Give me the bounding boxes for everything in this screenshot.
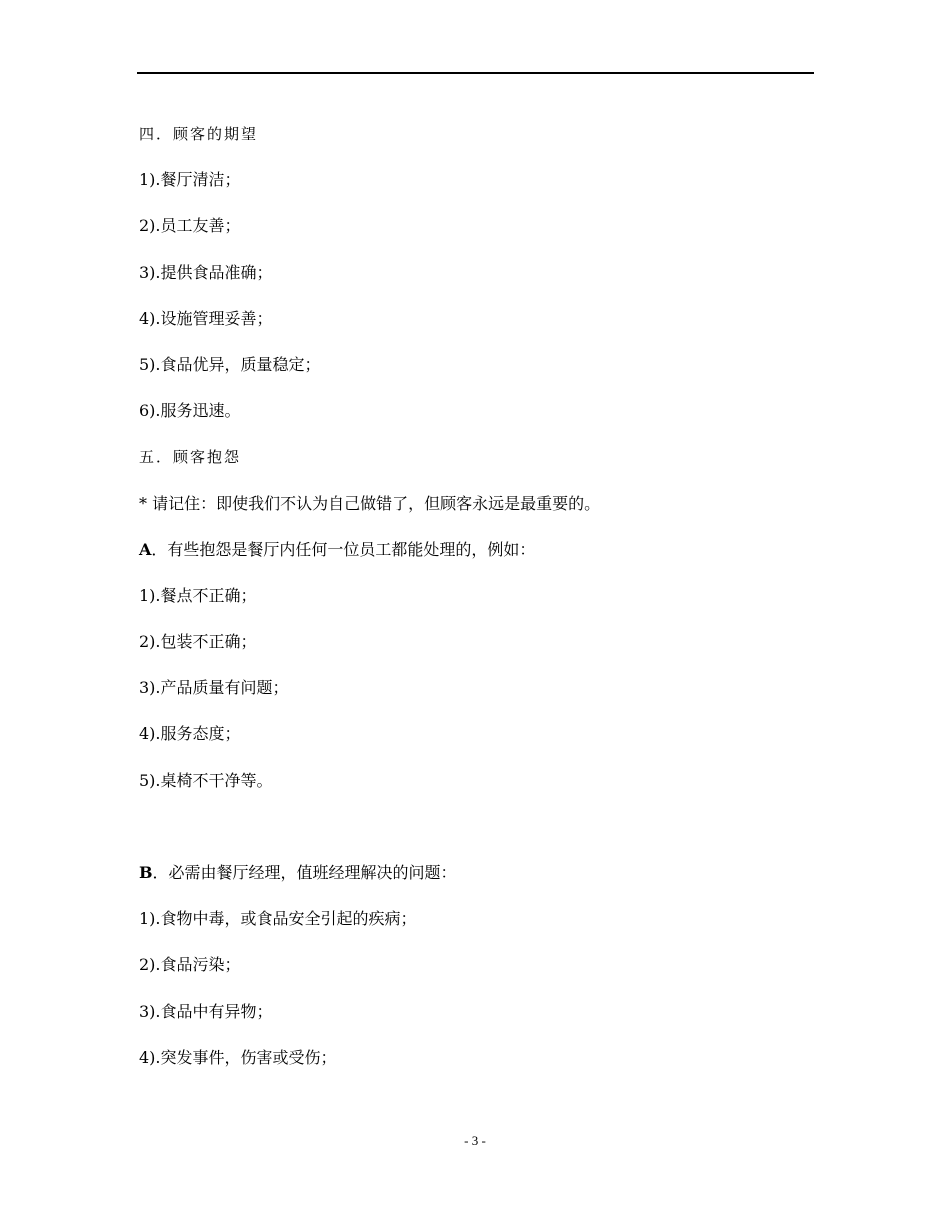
- list-item: 4).服务态度；: [139, 724, 241, 744]
- list-item: 1).餐厅清洁；: [139, 170, 241, 190]
- subsection-a-heading: [139, 536, 819, 582]
- reminder-note: * 请记住：即使我们不认为自己做错了，但顾客永远是最重要的。: [139, 493, 601, 513]
- list-item: 4).设施管理妥善；: [139, 308, 273, 328]
- list-item: 5).桌椅不干净等。: [139, 770, 273, 790]
- list-item: 6).服务迅速。: [139, 401, 241, 421]
- subsection-b-heading: [139, 859, 819, 905]
- subsection-b-label: B: [139, 863, 153, 882]
- list-item: 3).食品中有异物；: [139, 1001, 273, 1021]
- list-item: 5).食品优异，质量稳定；: [139, 354, 321, 374]
- list-item: 2).包装不正确；: [139, 632, 257, 652]
- document-body: [139, 120, 819, 1090]
- list-item: 3).提供食品准确；: [139, 262, 273, 282]
- list-item: 2).食品污染；: [139, 955, 241, 975]
- header-rule: [137, 72, 814, 74]
- page-number: - 3 -: [464, 1133, 486, 1148]
- subsection-a-text: ．有些抱怨是餐厅内任何一位员工都能处理的，例如：: [151, 539, 536, 559]
- subsection-b-text: ．必需由餐厅经理，值班经理解决的问题：: [152, 863, 457, 882]
- list-item: 4).突发事件，伤害或受伤；: [139, 1047, 337, 1067]
- list-item: 3).产品质量有问题；: [139, 678, 289, 698]
- list-item: 2).员工友善；: [139, 216, 241, 236]
- list-item: 1).食物中毒，或食品安全引起的疾病；: [139, 909, 417, 929]
- subsection-a-label: A: [139, 539, 152, 559]
- blank-line: [139, 813, 819, 859]
- list-item: 1).餐点不正确；: [139, 585, 257, 605]
- section-heading-customer-expectations: 四．顾客的期望: [139, 125, 259, 143]
- section-heading-customer-complaints: 五．顾客抱怨: [139, 448, 242, 467]
